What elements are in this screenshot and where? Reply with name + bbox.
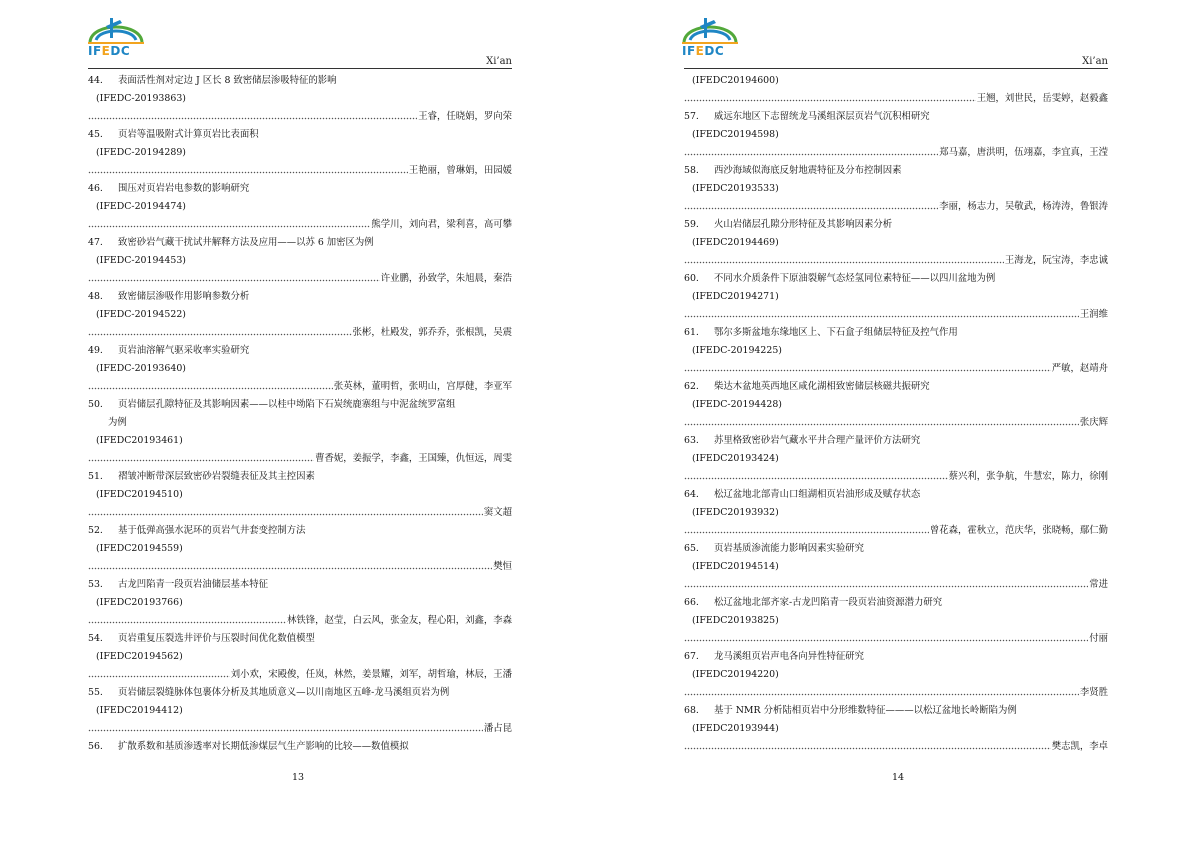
entry-title: 基于 NMR 分析陆相页岩中分形维数特征———以松辽盆地长岭断陷为例	[714, 705, 1017, 716]
entry-title: 页岩等温吸附式计算页岩比表面积	[118, 129, 259, 140]
entry-title: 不同水介质条件下原油裂解气态烃氢同位素特征——以四川盆地为例	[714, 273, 996, 284]
entry-title: 西沙海域似海底反射地震特征及分布控制因素	[714, 165, 902, 176]
entry-title-line	[88, 396, 512, 414]
entry-authors-line	[684, 360, 1108, 378]
entry-title-line	[88, 342, 512, 360]
ifedc-logo-icon	[84, 12, 148, 46]
dot-leader	[88, 331, 352, 337]
entry-title-line	[684, 594, 1108, 612]
entry-code: (IFEDC-20193863)	[96, 93, 186, 104]
entry-number: 62.	[684, 381, 699, 392]
entry-list	[684, 72, 1108, 756]
entry-authors-line	[684, 306, 1108, 324]
entry-number: 61.	[684, 327, 699, 338]
entry-authors-line	[88, 216, 512, 234]
entry-authors-line	[88, 324, 512, 342]
entry-number: 64.	[684, 489, 699, 500]
entry-code: (IFEDC-20194522)	[96, 309, 186, 320]
page-right	[596, 0, 1192, 842]
entry-title-line	[88, 522, 512, 540]
entry-code: (IFEDC20193461)	[96, 435, 183, 446]
logo-text: IFEDC	[88, 44, 131, 58]
dot-leader	[88, 619, 286, 625]
entry-number: 49.	[88, 345, 103, 356]
entry-authors-line	[684, 198, 1108, 216]
entry-title: 褶皱冲断带深层致密砂岩裂缝表征及其主控因素	[118, 471, 315, 482]
entry-title: 页岩储层裂缝脉体包裹体分析及其地质意义—以川南地区五峰-龙马溪组页岩为例	[118, 687, 450, 698]
entry-code: (IFEDC20194412)	[96, 705, 183, 716]
entry-code: (IFEDC20194514)	[692, 561, 779, 572]
entry-authors: 窦文超	[483, 507, 512, 518]
entry-title-continuation: 为例	[108, 417, 127, 428]
entry-authors-line	[684, 684, 1108, 702]
entry-authors: 王艳丽，曾琳娟，田园媛	[408, 165, 512, 176]
dot-leader	[88, 223, 370, 229]
entry-title-line	[684, 378, 1108, 396]
dot-leader	[88, 673, 230, 679]
entry-title-line	[684, 486, 1108, 504]
entry-title-line	[684, 270, 1108, 288]
entry-title-line	[88, 72, 512, 90]
dot-leader	[684, 529, 929, 535]
entry-title: 火山岩储层孔隙分形特征及其影响因素分析	[714, 219, 893, 230]
entry-authors: 王海龙，阮宝涛，李忠诚	[1004, 255, 1108, 266]
entry-number: 44.	[88, 75, 103, 86]
entry-authors-line	[684, 630, 1108, 648]
entry-title: 页岩基质渗流能力影响因素实验研究	[714, 543, 865, 554]
entry-title-line	[88, 468, 512, 486]
entry-title: 基于低弹高强水泥环的页岩气井套变控制方法	[118, 525, 306, 536]
entry-number: 57.	[684, 111, 699, 122]
entry-title: 致密砂岩气藏干扰试井解释方法及应用——以苏 6 加密区为例	[118, 237, 374, 248]
entry-title: 页岩油溶解气驱采收率实验研究	[118, 345, 250, 356]
entry-code: (IFEDC20194220)	[692, 669, 779, 680]
entry-authors: 李贤胜	[1079, 687, 1108, 698]
entry-title-line	[684, 216, 1108, 234]
entry-code: (IFEDC20194559)	[96, 543, 183, 554]
entry-title: 威远东地区下志留统龙马溪组深层页岩气沉积相研究	[714, 111, 930, 122]
entry-number: 55.	[88, 687, 103, 698]
ifedc-logo	[678, 12, 748, 58]
entry-number: 53.	[88, 579, 103, 590]
entry-title: 围压对页岩岩电参数的影响研究	[118, 183, 250, 194]
entry-authors-line	[684, 738, 1108, 756]
entry-title-line	[88, 630, 512, 648]
entry-code: (IFEDC-20194225)	[692, 345, 782, 356]
header-rule	[88, 68, 512, 69]
header-city: Xi’an	[486, 56, 512, 67]
dot-leader	[684, 259, 1004, 265]
entry-number: 52.	[88, 525, 103, 536]
dot-leader	[684, 97, 976, 103]
entry-title: 页岩重复压裂选井评价与压裂时间优化数值模型	[118, 633, 315, 644]
entry-number: 60.	[684, 273, 699, 284]
entry-number: 68.	[684, 705, 699, 716]
ifedc-logo	[84, 12, 154, 58]
entry-number: 58.	[684, 165, 699, 176]
dot-leader	[88, 115, 417, 121]
entry-authors: 李丽，杨志力，吴敬武，杨涛涛，鲁银涛	[939, 201, 1108, 212]
entry-code: (IFEDC20194510)	[96, 489, 183, 500]
entry-authors-line	[684, 144, 1108, 162]
entry-authors-line	[88, 558, 512, 576]
dot-leader	[88, 385, 333, 391]
entry-authors-line	[88, 162, 512, 180]
entry-code: (IFEDC20193825)	[692, 615, 779, 626]
entry-authors-line	[684, 576, 1108, 594]
entry-authors: 樊恒	[493, 561, 512, 572]
entry-authors: 王润维	[1079, 309, 1108, 320]
entry-title: 苏里格致密砂岩气藏水平井合理产量评价方法研究	[714, 435, 921, 446]
entry-number: 47.	[88, 237, 103, 248]
entry-authors-line	[88, 504, 512, 522]
dot-leader	[684, 745, 1051, 751]
entry-authors: 常进	[1089, 579, 1108, 590]
dot-leader	[684, 421, 1079, 427]
dot-leader	[88, 277, 380, 283]
entry-title-line	[684, 162, 1108, 180]
entry-number: 56.	[88, 741, 103, 752]
entry-title: 松辽盆地北部青山口组湖相页岩油形成及赋存状态	[714, 489, 921, 500]
entry-code: (IFEDC20193766)	[96, 597, 183, 608]
dot-leader	[88, 727, 483, 733]
entry-number: 48.	[88, 291, 103, 302]
entry-title: 致密储层渗吸作用影响参数分析	[118, 291, 250, 302]
entry-code: (IFEDC-20194474)	[96, 201, 186, 212]
entry-number: 46.	[88, 183, 103, 194]
entry-code: (IFEDC20193424)	[692, 453, 779, 464]
entry-authors-line	[88, 666, 512, 684]
header-rule	[684, 68, 1108, 69]
entry-authors-line	[684, 90, 1108, 108]
entry-authors: 张庆辉	[1079, 417, 1108, 428]
entry-authors-line	[88, 612, 512, 630]
entry-authors-line	[88, 108, 512, 126]
entry-authors: 樊志凯，李卓	[1051, 741, 1108, 752]
entry-number: 66.	[684, 597, 699, 608]
logo-text: IFEDC	[682, 44, 725, 58]
entry-authors: 熊学川，刘向君，梁利喜，高可攀	[371, 219, 512, 230]
entry-title-line	[88, 684, 512, 702]
entry-code: (IFEDC20193533)	[692, 183, 779, 194]
dot-leader	[684, 475, 948, 481]
entry-authors: 林铁锋，赵莹，白云风，张金友，程心阳，刘鑫，李森	[286, 615, 512, 626]
dot-leader	[88, 457, 314, 463]
entry-code: (IFEDC20194562)	[96, 651, 183, 662]
page-number: 14	[891, 772, 905, 783]
entry-code: (IFEDC-20194428)	[692, 399, 782, 410]
entry-title-line	[88, 738, 512, 756]
entry-code: (IFEDC-20194453)	[96, 255, 186, 266]
entry-title-line	[684, 324, 1108, 342]
entry-authors-line	[684, 414, 1108, 432]
entry-authors: 许业鹏，孙致学，朱旭晨，秦浩	[380, 273, 512, 284]
entry-code: (IFEDC20194600)	[692, 75, 779, 86]
entry-title-line	[684, 648, 1108, 666]
entry-authors: 张彬，杜殿发，郭乔乔，张根凯，吴震	[352, 327, 512, 338]
entry-authors: 郑马嘉，唐洪明，伍翊嘉，李宜真，王滢	[939, 147, 1108, 158]
entry-code: (IFEDC20194598)	[692, 129, 779, 140]
entry-authors-line	[88, 450, 512, 468]
entry-authors-line	[684, 468, 1108, 486]
entry-authors: 张英林，董明哲，张明山，宫厚健，李亚军	[333, 381, 512, 392]
entry-title: 鄂尔多斯盆地东缘地区上、下石盒子组储层特征及控气作用	[714, 327, 958, 338]
entry-code: (IFEDC20194469)	[692, 237, 779, 248]
entry-title-line	[88, 576, 512, 594]
entry-authors-line	[88, 720, 512, 738]
entry-title-line	[684, 432, 1108, 450]
entry-title-line	[88, 288, 512, 306]
entry-title-line	[88, 180, 512, 198]
dot-leader	[684, 205, 938, 211]
header-city: Xi’an	[1082, 56, 1108, 67]
dot-leader	[88, 511, 483, 517]
dot-leader	[684, 151, 938, 157]
entry-number: 51.	[88, 471, 103, 482]
entry-title: 页岩储层孔隙特征及其影响因素——以桂中坳陷下石炭统鹿寨组与中泥盆统罗富组	[118, 399, 456, 410]
dot-leader	[88, 565, 492, 571]
entry-authors: 王睿，任晓娟，罗向荣	[418, 111, 512, 122]
entry-code: (IFEDC-20193640)	[96, 363, 186, 374]
entry-list	[88, 72, 512, 756]
entry-authors-line	[684, 252, 1108, 270]
entry-code: (IFEDC20193932)	[692, 507, 779, 518]
entry-title: 柴达木盆地英西地区咸化湖相致密储层核磁共振研究	[714, 381, 930, 392]
entry-title-line	[684, 108, 1108, 126]
page-number: 13	[291, 772, 305, 783]
entry-authors-line	[88, 378, 512, 396]
entry-authors: 曹香妮，姜振学，李鑫，王国臻，仇恒远，周雯	[315, 453, 512, 464]
dot-leader	[88, 169, 408, 175]
dot-leader	[684, 583, 1088, 589]
dot-leader	[684, 313, 1079, 319]
entry-authors: 蔡兴利，张争航，牛慧宏，陈力，徐刚	[948, 471, 1108, 482]
entry-title-line	[684, 702, 1108, 720]
entry-number: 59.	[684, 219, 699, 230]
entry-authors: 严敏，赵靖舟	[1051, 363, 1108, 374]
ifedc-logo-icon	[678, 12, 742, 46]
entry-authors-line	[684, 522, 1108, 540]
entry-title: 松辽盆地北部齐家-古龙凹陷青一段页岩油资源潜力研究	[714, 597, 943, 608]
entry-title: 古龙凹陷青一段页岩油储层基本特征	[118, 579, 269, 590]
entry-code: (IFEDC-20194289)	[96, 147, 186, 158]
entry-authors: 付丽	[1089, 633, 1108, 644]
entry-authors: 曾花森，霍秋立，范庆华，张晓畅，鄢仁勤	[929, 525, 1108, 536]
entry-number: 67.	[684, 651, 699, 662]
entry-title-line	[88, 234, 512, 252]
entry-title-line	[88, 126, 512, 144]
entry-number: 65.	[684, 543, 699, 554]
entry-number: 45.	[88, 129, 103, 140]
dot-leader	[684, 637, 1088, 643]
dot-leader	[684, 367, 1051, 373]
entry-title: 表面活性剂对定边 J 区长 8 致密储层渗吸特征的影响	[118, 75, 337, 86]
entry-authors: 王翘，刘世民，岳雯婷，赵毅鑫	[976, 93, 1108, 104]
entry-authors-line	[88, 270, 512, 288]
entry-number: 63.	[684, 435, 699, 446]
entry-code: (IFEDC20193944)	[692, 723, 779, 734]
entry-number: 50.	[88, 399, 103, 410]
entry-authors: 刘小欢，宋殿俊，任岚，林然，姜景耀，刘军，胡哲瑜，林辰，王潘	[230, 669, 512, 680]
entry-authors: 潘占昆	[483, 723, 512, 734]
entry-title-line	[684, 540, 1108, 558]
entry-code: (IFEDC20194271)	[692, 291, 779, 302]
entry-title: 龙马溪组页岩声电各向异性特征研究	[714, 651, 865, 662]
entry-title: 扩散系数和基质渗透率对长期低渗煤层气生产影响的比较——数值模拟	[118, 741, 409, 752]
entry-number: 54.	[88, 633, 103, 644]
dot-leader	[684, 691, 1079, 697]
